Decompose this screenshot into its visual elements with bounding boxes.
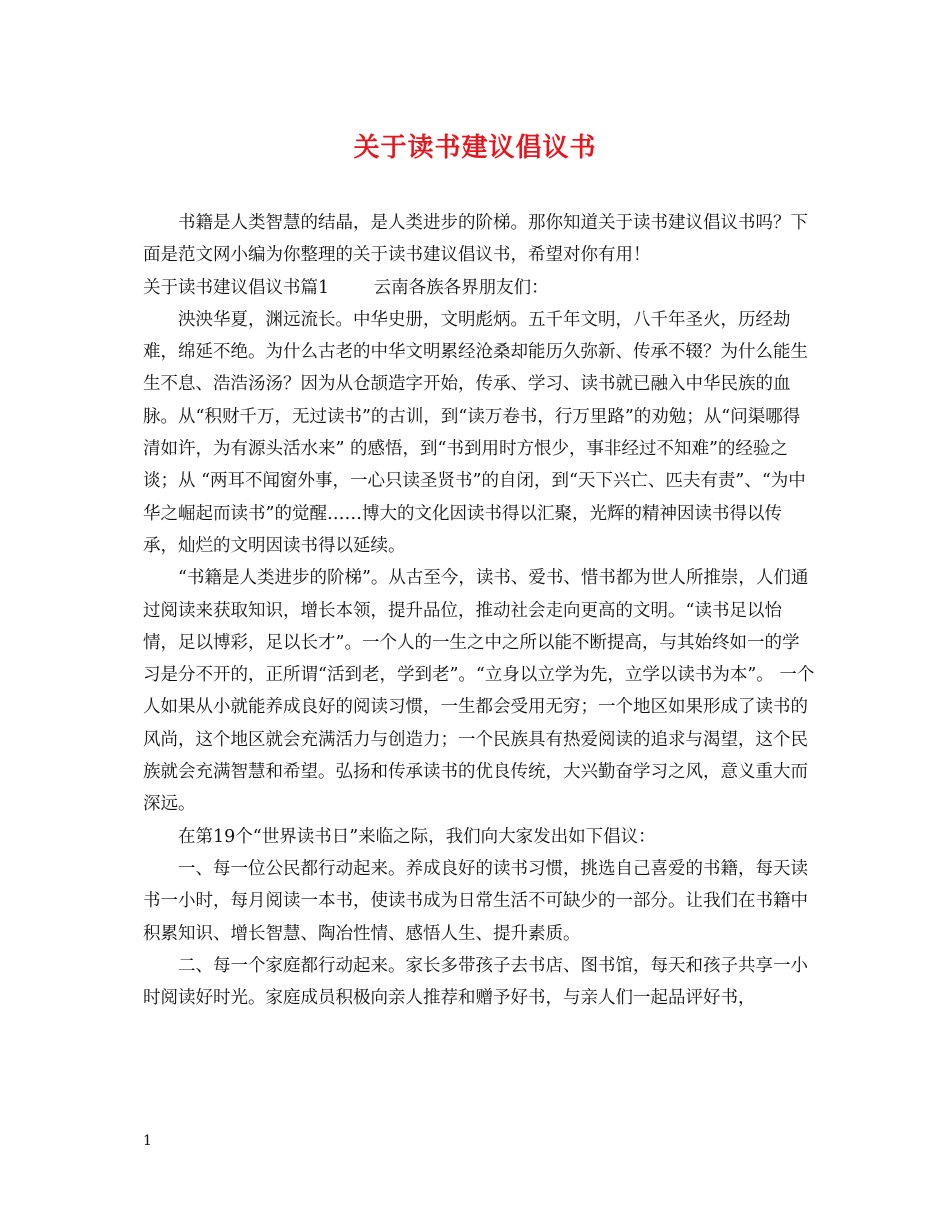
page-number: 1 <box>143 1133 152 1149</box>
body-paragraph-4: 一、每一位公民都行动起来。养成良好的读书习惯，挑选自己喜爱的书籍，每天读书一小时，每月阅读一本书，使读书成为日常生活不可缺少的一部分。让我们在书籍中积累知识、增长智慧、陶冶性情、感悟人生、提升素质。 <box>143 858 808 944</box>
body-paragraph-1: 泱泱华夏，渊远流长。中华史册，文明彪炳。五千年文明，八千年圣火，历经劫难，绵延不绝。为什么古老的中华文明累经沧桑却能历久弥新、传承不辍？为什么能生生不息、浩浩汤汤？因为从仓颉造字开始，传承、学习、读书就已融入中华民族的血脉。从“积财千万，无过读书”的古训，到“读万卷书，行万里路”的劝勉；从“问渠哪得清如许，为有源头活水来” 的感悟，到“书到用时方恨少，事非经过不知难”的经验之谈；从 “两耳不闻窗外事，一心只读圣贤书”的自闭，到“天下兴亡、匹夫有责”、“为中华之崛起而读书”的觉醒……博大的文化因读书得以汇聚，光辉的精神因读书得以传承，灿烂的文明因读书得以延续。 <box>143 309 808 556</box>
document-body <box>143 207 815 1014</box>
section-heading-line <box>143 272 815 304</box>
body-paragraph-5: 二、每一个家庭都行动起来。家长多带孩子去书店、图书馆，每天和孩子共享一小时阅读好时光。家庭成员积极向亲人推荐和赠予好书，与亲人们一起品评好书， <box>143 955 808 1009</box>
section-heading: 关于读书建议倡议书篇1 <box>143 277 330 298</box>
greeting: 云南各族各界朋友们： <box>373 277 549 298</box>
intro-paragraph: 书籍是人类智慧的结晶，是人类进步的阶梯。那你知道关于读书建议倡议书吗？下面是范文网小编为你整理的关于读书建议倡议书，希望对你有用！ <box>143 213 808 266</box>
document-title: 关于读书建议倡议书 <box>353 133 597 163</box>
body-paragraph-3: 在第19个“世界读书日”来临之际，我们向大家发出如下倡议： <box>178 826 656 847</box>
body-paragraph-2: “书籍是人类进步的阶梯”。从古至今，读书、爱书、惜书都为世人所推崇，人们通过阅读来获取知识，增长本领，提升品位，推动社会走向更高的文明。“读书足以怡情，足以博彩，足以长才”。一个人的一生之中之所以能不断提高，与其始终如一的学习是分不开的，正所谓“活到老，学到老”。“立身以立学为先，立学以读书为本”。 一个人如果从小就能养成良好的阅读习惯，一生都会受用无穷；一个地区如果形成了读书的风尚，这个地区就会充满活力与创造力；一个民族具有热爱阅读的追求与渴望，这个民族就会充满智慧和希望。弘扬和传承读书的优良传统，大兴勤奋学习之风，意义重大而深远。 <box>143 568 815 815</box>
